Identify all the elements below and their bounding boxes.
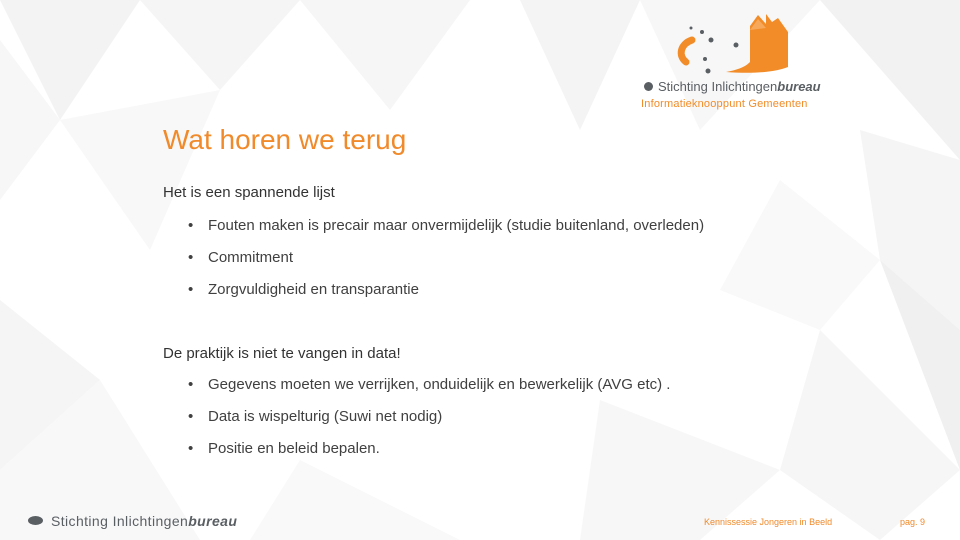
bullet-text: Positie en beleid bepalen. bbox=[208, 440, 380, 457]
logo-wordmark bbox=[644, 79, 821, 94]
section1-heading: Het is een spannende lijst bbox=[163, 184, 335, 201]
list-item bbox=[188, 281, 419, 298]
footer-logo-prefix: Stichting Inlichtingen bbox=[51, 513, 189, 529]
footer-logo bbox=[28, 513, 237, 529]
logo-wordmark-bureau: bureau bbox=[777, 79, 821, 94]
logo-wordmark-prefix: Stichting Inlichtingen bbox=[658, 79, 778, 94]
list-item bbox=[188, 217, 704, 234]
bullet-icon: • bbox=[188, 440, 194, 457]
footer-page-number: pag. 9 bbox=[900, 517, 926, 527]
list-item bbox=[188, 440, 380, 457]
list-item bbox=[188, 376, 670, 393]
bullet-icon: • bbox=[188, 217, 194, 234]
logo-emblem-icon bbox=[636, 10, 836, 110]
footer-logo-bureau: bureau bbox=[188, 513, 238, 529]
bullet-text: Zorgvuldigheid en transparantie bbox=[208, 281, 419, 298]
logo-dot-icon bbox=[644, 82, 653, 91]
bullet-icon: • bbox=[188, 249, 194, 266]
slide-title: Wat horen we terug bbox=[163, 124, 407, 155]
bullet-text: Commitment bbox=[208, 249, 294, 266]
bullet-icon: • bbox=[188, 376, 194, 393]
bullet-icon: • bbox=[188, 281, 194, 298]
bullet-text: Fouten maken is precair maar onvermijdelijk (studie buitenland, overleden) bbox=[208, 217, 705, 234]
list-item bbox=[188, 408, 442, 425]
bullet-text: Data is wispelturig (Suwi net nodig) bbox=[208, 408, 443, 425]
bullet-icon: • bbox=[188, 408, 194, 425]
list-item bbox=[188, 249, 293, 266]
footer-session-title: Kennissessie Jongeren in Beeld bbox=[704, 517, 833, 527]
footer-logo-dot-icon bbox=[28, 516, 43, 525]
section2-heading: De praktijk is niet te vangen in data! bbox=[163, 345, 401, 362]
logo-tagline: Informatieknooppunt Gemeenten bbox=[641, 98, 808, 110]
bullet-text: Gegevens moeten we verrijken, onduidelijk en bewerkelijk (AVG etc) . bbox=[208, 376, 671, 393]
